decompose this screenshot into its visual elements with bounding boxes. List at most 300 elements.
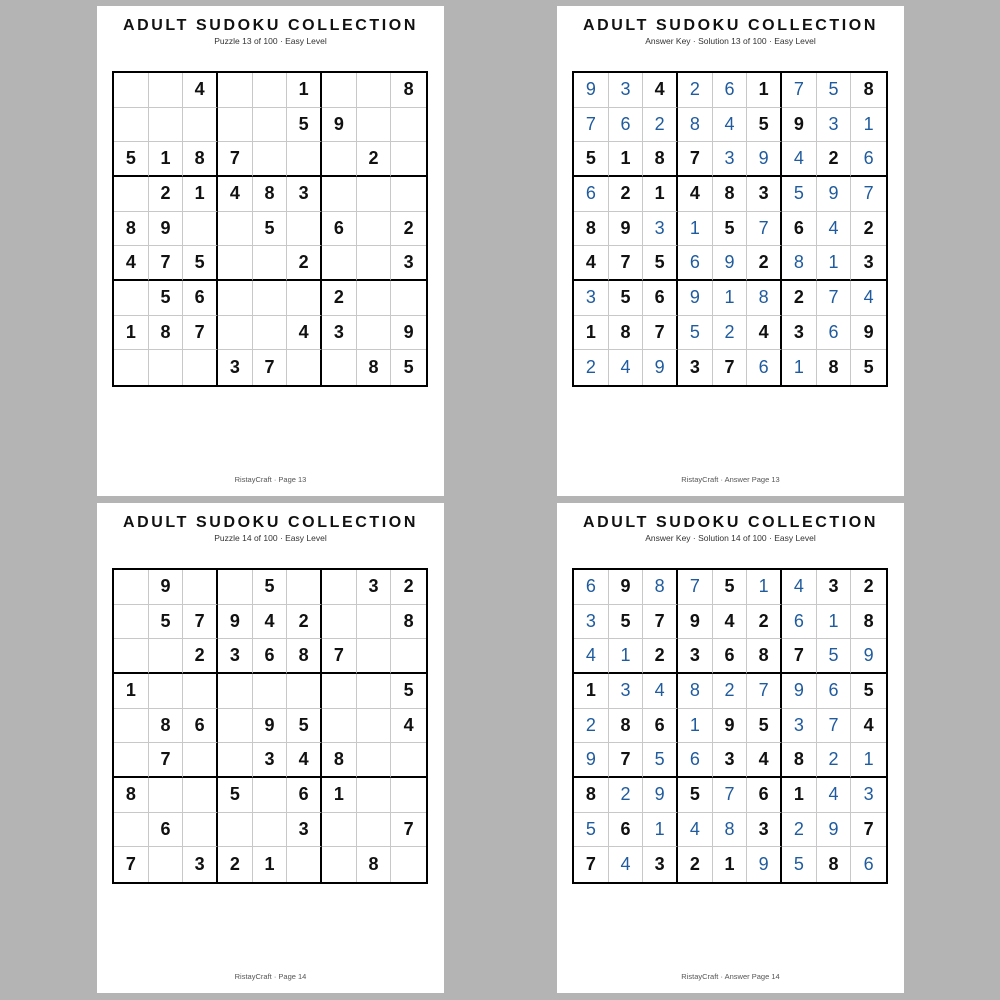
sudoku-cell xyxy=(218,813,253,848)
sudoku-cell: 5 xyxy=(149,281,184,316)
sudoku-cell: 1 xyxy=(817,246,852,281)
sudoku-cell: 2 xyxy=(782,281,817,316)
sudoku-cell: 6 xyxy=(643,709,678,744)
sudoku-cell: 3 xyxy=(782,709,817,744)
sudoku-cell: 1 xyxy=(322,778,357,813)
sudoku-cell: 3 xyxy=(218,350,253,385)
sudoku-cell: 3 xyxy=(391,246,426,281)
sudoku-cell: 6 xyxy=(678,743,713,778)
sudoku-cell xyxy=(287,570,322,605)
sudoku-cell: 9 xyxy=(851,316,886,351)
sudoku-cell xyxy=(183,108,218,143)
sudoku-cell: 8 xyxy=(851,73,886,108)
page-subtitle: Answer Key · Solution 14 of 100 · Easy Level xyxy=(645,533,816,543)
page-title: ADULT SUDOKU COLLECTION xyxy=(582,514,879,531)
sudoku-cell xyxy=(322,350,357,385)
puzzle-page-14 xyxy=(97,503,444,993)
sudoku-cell xyxy=(149,778,184,813)
sudoku-cell: 4 xyxy=(817,778,852,813)
sudoku-cell: 4 xyxy=(218,177,253,212)
sudoku-cell: 4 xyxy=(747,316,782,351)
sudoku-grid xyxy=(112,568,428,884)
sudoku-cell: 7 xyxy=(782,73,817,108)
sudoku-cell xyxy=(114,709,149,744)
sudoku-cell: 5 xyxy=(609,605,644,640)
sudoku-cell xyxy=(253,73,288,108)
sudoku-cell: 6 xyxy=(713,639,748,674)
sudoku-cell: 8 xyxy=(357,847,392,882)
sudoku-cell: 9 xyxy=(747,847,782,882)
sudoku-cell: 2 xyxy=(609,177,644,212)
sudoku-cell xyxy=(391,177,426,212)
sudoku-cell: 2 xyxy=(391,212,426,247)
answer-page-13 xyxy=(557,6,904,496)
sudoku-cell xyxy=(391,281,426,316)
sudoku-cell xyxy=(391,743,426,778)
sudoku-cell xyxy=(287,674,322,709)
sudoku-cell: 8 xyxy=(609,316,644,351)
sudoku-cell: 3 xyxy=(747,813,782,848)
sudoku-cell: 8 xyxy=(322,743,357,778)
sudoku-cell: 7 xyxy=(851,813,886,848)
sudoku-cell: 2 xyxy=(747,605,782,640)
sudoku-cell: 4 xyxy=(609,350,644,385)
sudoku-cell: 8 xyxy=(713,813,748,848)
sudoku-cell: 1 xyxy=(782,778,817,813)
sudoku-cell: 9 xyxy=(817,813,852,848)
sudoku-cell: 9 xyxy=(574,743,609,778)
sudoku-cell: 5 xyxy=(574,813,609,848)
sudoku-cell: 2 xyxy=(643,639,678,674)
sudoku-cell: 8 xyxy=(609,709,644,744)
sudoku-cell: 4 xyxy=(574,639,609,674)
sudoku-cell: 6 xyxy=(149,813,184,848)
sudoku-cell: 3 xyxy=(253,743,288,778)
sudoku-cell xyxy=(114,743,149,778)
page-footer: RistayCraft · Answer Page 13 xyxy=(681,475,780,484)
sudoku-cell: 9 xyxy=(609,570,644,605)
sudoku-cell: 7 xyxy=(713,778,748,813)
sudoku-cell xyxy=(357,212,392,247)
sudoku-cell xyxy=(357,316,392,351)
sudoku-cell: 8 xyxy=(678,108,713,143)
sudoku-cell xyxy=(253,316,288,351)
sudoku-cell xyxy=(218,316,253,351)
sudoku-cell: 1 xyxy=(782,350,817,385)
sudoku-cell xyxy=(114,813,149,848)
sudoku-cell: 4 xyxy=(713,605,748,640)
sudoku-cell xyxy=(253,142,288,177)
sudoku-cell xyxy=(391,108,426,143)
sudoku-cell xyxy=(183,212,218,247)
sudoku-cell: 4 xyxy=(782,570,817,605)
sudoku-cell: 9 xyxy=(218,605,253,640)
sudoku-cell: 9 xyxy=(678,605,713,640)
sudoku-cell xyxy=(183,674,218,709)
sudoku-cell: 5 xyxy=(643,743,678,778)
sudoku-cell xyxy=(322,813,357,848)
sudoku-cell: 3 xyxy=(678,639,713,674)
sudoku-cell: 7 xyxy=(253,350,288,385)
sudoku-cell xyxy=(357,73,392,108)
sudoku-cell: 8 xyxy=(149,316,184,351)
sudoku-cell: 4 xyxy=(747,743,782,778)
sudoku-cell: 7 xyxy=(678,570,713,605)
sudoku-cell: 9 xyxy=(782,108,817,143)
sudoku-cell: 2 xyxy=(287,246,322,281)
sudoku-cell: 8 xyxy=(114,212,149,247)
sudoku-cell: 6 xyxy=(851,142,886,177)
sudoku-cell xyxy=(322,570,357,605)
sudoku-cell: 8 xyxy=(713,177,748,212)
sudoku-cell: 3 xyxy=(817,108,852,143)
sudoku-cell: 8 xyxy=(183,142,218,177)
sudoku-cell: 6 xyxy=(747,778,782,813)
sudoku-cell: 8 xyxy=(574,778,609,813)
sudoku-cell: 5 xyxy=(149,605,184,640)
sudoku-cell: 7 xyxy=(747,674,782,709)
sudoku-cell: 8 xyxy=(287,639,322,674)
sudoku-cell xyxy=(253,674,288,709)
sudoku-cell xyxy=(357,177,392,212)
sudoku-cell: 1 xyxy=(114,674,149,709)
sudoku-cell: 7 xyxy=(782,639,817,674)
sudoku-cell: 7 xyxy=(643,605,678,640)
sudoku-cell: 1 xyxy=(643,813,678,848)
sudoku-cell: 3 xyxy=(643,212,678,247)
sudoku-cell: 4 xyxy=(391,709,426,744)
sudoku-cell xyxy=(114,73,149,108)
sudoku-cell: 9 xyxy=(643,350,678,385)
sudoku-cell: 9 xyxy=(574,73,609,108)
sudoku-cell: 3 xyxy=(609,674,644,709)
sudoku-cell: 6 xyxy=(782,605,817,640)
sudoku-cell: 9 xyxy=(817,177,852,212)
sudoku-cell: 9 xyxy=(643,778,678,813)
sudoku-cell: 8 xyxy=(253,177,288,212)
sudoku-cell: 4 xyxy=(643,73,678,108)
sudoku-cell: 2 xyxy=(322,281,357,316)
sudoku-cell: 2 xyxy=(574,709,609,744)
sudoku-cell: 1 xyxy=(609,142,644,177)
sudoku-grid xyxy=(572,71,888,387)
sudoku-cell: 7 xyxy=(609,246,644,281)
sudoku-cell: 3 xyxy=(183,847,218,882)
sudoku-cell: 8 xyxy=(391,605,426,640)
sudoku-cell xyxy=(218,743,253,778)
sudoku-cell: 4 xyxy=(643,674,678,709)
sudoku-cell xyxy=(322,142,357,177)
sudoku-cell: 8 xyxy=(574,212,609,247)
sudoku-cell xyxy=(253,281,288,316)
sudoku-cell: 8 xyxy=(817,847,852,882)
sudoku-cell xyxy=(114,177,149,212)
sudoku-cell: 1 xyxy=(643,177,678,212)
sudoku-cell: 9 xyxy=(713,709,748,744)
sudoku-cell: 6 xyxy=(678,246,713,281)
sudoku-cell xyxy=(287,142,322,177)
sudoku-cell: 5 xyxy=(713,570,748,605)
sudoku-cell: 3 xyxy=(287,813,322,848)
sudoku-cell xyxy=(287,212,322,247)
sudoku-cell: 1 xyxy=(713,847,748,882)
sudoku-cell: 6 xyxy=(863,854,874,875)
sudoku-cell: 9 xyxy=(678,281,713,316)
sudoku-cell: 1 xyxy=(114,316,149,351)
sudoku-cell xyxy=(322,605,357,640)
sudoku-cell: 8 xyxy=(678,674,713,709)
sudoku-cell: 2 xyxy=(678,73,713,108)
sudoku-cell xyxy=(322,246,357,281)
sudoku-cell: 5 xyxy=(183,246,218,281)
sudoku-cell: 5 xyxy=(678,316,713,351)
sudoku-cell: 9 xyxy=(747,142,782,177)
sudoku-cell: 1 xyxy=(609,639,644,674)
sudoku-cell: 4 xyxy=(287,743,322,778)
sudoku-cell: 8 xyxy=(357,350,392,385)
sudoku-cell xyxy=(322,177,357,212)
sudoku-cell: 6 xyxy=(817,316,852,351)
sudoku-cell: 3 xyxy=(713,743,748,778)
sudoku-cell: 3 xyxy=(851,778,886,813)
sudoku-cell xyxy=(114,639,149,674)
sudoku-cell xyxy=(218,570,253,605)
sudoku-cell xyxy=(391,639,426,674)
sudoku-cell: 7 xyxy=(114,847,149,882)
sudoku-cell: 9 xyxy=(851,639,886,674)
sudoku-cell xyxy=(357,743,392,778)
sudoku-cell: 7 xyxy=(183,605,218,640)
sudoku-cell: 6 xyxy=(609,813,644,848)
sudoku-cell: 1 xyxy=(253,847,288,882)
sudoku-cell: 2 xyxy=(574,350,609,385)
sudoku-cell: 9 xyxy=(322,108,357,143)
sudoku-cell: 7 xyxy=(747,212,782,247)
sudoku-cell: 2 xyxy=(357,142,392,177)
sudoku-cell xyxy=(287,350,322,385)
sudoku-cell: 3 xyxy=(609,73,644,108)
sudoku-cell: 1 xyxy=(574,316,609,351)
sudoku-cell xyxy=(253,813,288,848)
sudoku-cell: 2 xyxy=(183,639,218,674)
sudoku-cell: 5 xyxy=(782,177,817,212)
sudoku-cell: 6 xyxy=(183,709,218,744)
sudoku-cell: 3 xyxy=(574,605,609,640)
sudoku-cell xyxy=(218,709,253,744)
sudoku-cell: 1 xyxy=(747,570,782,605)
sudoku-cell: 3 xyxy=(851,246,886,281)
sudoku-cell: 5 xyxy=(574,142,609,177)
page-title: ADULT SUDOKU COLLECTION xyxy=(122,514,419,531)
sudoku-cell: 7 xyxy=(574,108,609,143)
sudoku-cell: 5 xyxy=(287,108,322,143)
sudoku-cell: 5 xyxy=(114,142,149,177)
sudoku-cell: 7 xyxy=(149,743,184,778)
sudoku-cell: 9 xyxy=(149,570,184,605)
sudoku-cell: 5 xyxy=(747,709,782,744)
sudoku-cell: 6 xyxy=(253,639,288,674)
sudoku-cell xyxy=(357,639,392,674)
sudoku-cell: 1 xyxy=(287,73,322,108)
sudoku-cell: 6 xyxy=(817,674,852,709)
sudoku-grid xyxy=(572,568,888,884)
sudoku-cell xyxy=(218,246,253,281)
sudoku-cell: 1 xyxy=(149,142,184,177)
sudoku-cell xyxy=(149,350,184,385)
sudoku-cell: 4 xyxy=(678,177,713,212)
sudoku-cell: 5 xyxy=(643,246,678,281)
sudoku-cell: 7 xyxy=(851,177,886,212)
sudoku-cell: 2 xyxy=(851,570,886,605)
sudoku-cell: 7 xyxy=(817,281,852,316)
sudoku-cell: 5 xyxy=(253,570,288,605)
sudoku-cell xyxy=(357,281,392,316)
sudoku-cell: 7 xyxy=(574,847,609,882)
sudoku-cell: 7 xyxy=(183,316,218,351)
sudoku-cell: 2 xyxy=(609,778,644,813)
sudoku-cell xyxy=(357,813,392,848)
sudoku-cell xyxy=(149,639,184,674)
page-footer: RistayCraft · Page 13 xyxy=(234,475,307,484)
sudoku-cell: 5 xyxy=(782,847,817,882)
sudoku-cell: 7 xyxy=(713,350,748,385)
sudoku-cell: 8 xyxy=(747,639,782,674)
sudoku-cell: 4 xyxy=(253,605,288,640)
sudoku-cell: 4 xyxy=(817,212,852,247)
sudoku-cell: 2 xyxy=(851,212,886,247)
sudoku-cell: 9 xyxy=(782,674,817,709)
sudoku-cell: 6 xyxy=(287,778,322,813)
sudoku-cell: 1 xyxy=(817,605,852,640)
sudoku-cell: 6 xyxy=(574,570,609,605)
answer-page-14 xyxy=(557,503,904,993)
sudoku-grid xyxy=(112,71,428,387)
sudoku-cell: 4 xyxy=(114,246,149,281)
sudoku-cell: 5 xyxy=(747,108,782,143)
sudoku-cell xyxy=(114,570,149,605)
sudoku-cell xyxy=(149,847,184,882)
sudoku-cell: 5 xyxy=(817,639,852,674)
sudoku-cell: 9 xyxy=(713,246,748,281)
sudoku-cell: 5 xyxy=(391,674,426,709)
sudoku-cell xyxy=(357,778,392,813)
sudoku-cell: 5 xyxy=(287,709,322,744)
sudoku-cell: 5 xyxy=(403,357,414,378)
sudoku-cell: 4 xyxy=(574,246,609,281)
sudoku-cell: 8 xyxy=(391,73,426,108)
sudoku-cell xyxy=(218,212,253,247)
sudoku-cell: 6 xyxy=(609,108,644,143)
sudoku-cell: 2 xyxy=(287,605,322,640)
page-subtitle: Answer Key · Solution 13 of 100 · Easy Level xyxy=(645,36,816,46)
sudoku-cell xyxy=(253,778,288,813)
sudoku-cell xyxy=(322,709,357,744)
sudoku-cell xyxy=(391,142,426,177)
sudoku-cell: 3 xyxy=(287,177,322,212)
sudoku-cell: 2 xyxy=(782,813,817,848)
sudoku-cell: 6 xyxy=(574,177,609,212)
page-footer: RistayCraft · Answer Page 14 xyxy=(681,972,780,981)
page-subtitle: Puzzle 14 of 100 · Easy Level xyxy=(214,533,327,543)
sudoku-cell xyxy=(357,246,392,281)
sudoku-cell xyxy=(114,605,149,640)
sudoku-cell: 5 xyxy=(713,212,748,247)
sudoku-cell xyxy=(114,108,149,143)
sudoku-cell: 1 xyxy=(574,674,609,709)
sudoku-cell: 6 xyxy=(782,212,817,247)
sudoku-cell xyxy=(218,281,253,316)
sudoku-cell: 9 xyxy=(609,212,644,247)
sudoku-cell: 5 xyxy=(863,357,874,378)
sudoku-cell xyxy=(183,570,218,605)
sudoku-cell xyxy=(357,674,392,709)
sudoku-cell: 4 xyxy=(713,108,748,143)
sudoku-cell: 4 xyxy=(678,813,713,848)
sudoku-cell: 3 xyxy=(357,570,392,605)
page-title: ADULT SUDOKU COLLECTION xyxy=(582,17,879,34)
sudoku-cell: 5 xyxy=(678,778,713,813)
sudoku-cell: 5 xyxy=(817,73,852,108)
sudoku-cell: 4 xyxy=(851,281,886,316)
sudoku-cell: 3 xyxy=(643,847,678,882)
sudoku-cell: 6 xyxy=(713,73,748,108)
sudoku-cell: 1 xyxy=(678,709,713,744)
sudoku-cell: 7 xyxy=(149,246,184,281)
sudoku-cell: 2 xyxy=(747,246,782,281)
sudoku-cell xyxy=(357,605,392,640)
page-subtitle: Puzzle 13 of 100 · Easy Level xyxy=(214,36,327,46)
sudoku-cell: 7 xyxy=(391,813,426,848)
sudoku-cell: 3 xyxy=(817,570,852,605)
sudoku-cell: 2 xyxy=(149,177,184,212)
sudoku-cell: 7 xyxy=(678,142,713,177)
sudoku-cell: 2 xyxy=(817,743,852,778)
sudoku-cell: 6 xyxy=(643,281,678,316)
sudoku-cell xyxy=(183,350,218,385)
sudoku-cell xyxy=(218,108,253,143)
sudoku-cell: 5 xyxy=(253,212,288,247)
sudoku-cell xyxy=(391,847,426,882)
sudoku-cell xyxy=(322,847,357,882)
sudoku-cell: 1 xyxy=(851,108,886,143)
sudoku-cell xyxy=(322,73,357,108)
sudoku-cell: 3 xyxy=(782,316,817,351)
sudoku-cell xyxy=(287,847,322,882)
sudoku-cell: 4 xyxy=(183,73,218,108)
sudoku-cell: 2 xyxy=(218,847,253,882)
sudoku-cell: 2 xyxy=(817,142,852,177)
sudoku-cell: 3 xyxy=(678,350,713,385)
sudoku-cell: 9 xyxy=(149,212,184,247)
sudoku-cell xyxy=(253,246,288,281)
sudoku-cell xyxy=(287,281,322,316)
sudoku-cell: 3 xyxy=(322,316,357,351)
sudoku-cell xyxy=(149,108,184,143)
sudoku-cell: 2 xyxy=(643,108,678,143)
sudoku-cell: 1 xyxy=(678,212,713,247)
sudoku-cell xyxy=(149,674,184,709)
sudoku-cell: 1 xyxy=(851,743,886,778)
sudoku-cell: 8 xyxy=(643,570,678,605)
sudoku-cell: 5 xyxy=(609,281,644,316)
sudoku-cell xyxy=(357,108,392,143)
sudoku-cell: 6 xyxy=(747,350,782,385)
sudoku-cell: 7 xyxy=(218,142,253,177)
sudoku-cell: 7 xyxy=(643,316,678,351)
sudoku-cell xyxy=(114,281,149,316)
sudoku-cell: 3 xyxy=(747,177,782,212)
sudoku-cell: 6 xyxy=(322,212,357,247)
